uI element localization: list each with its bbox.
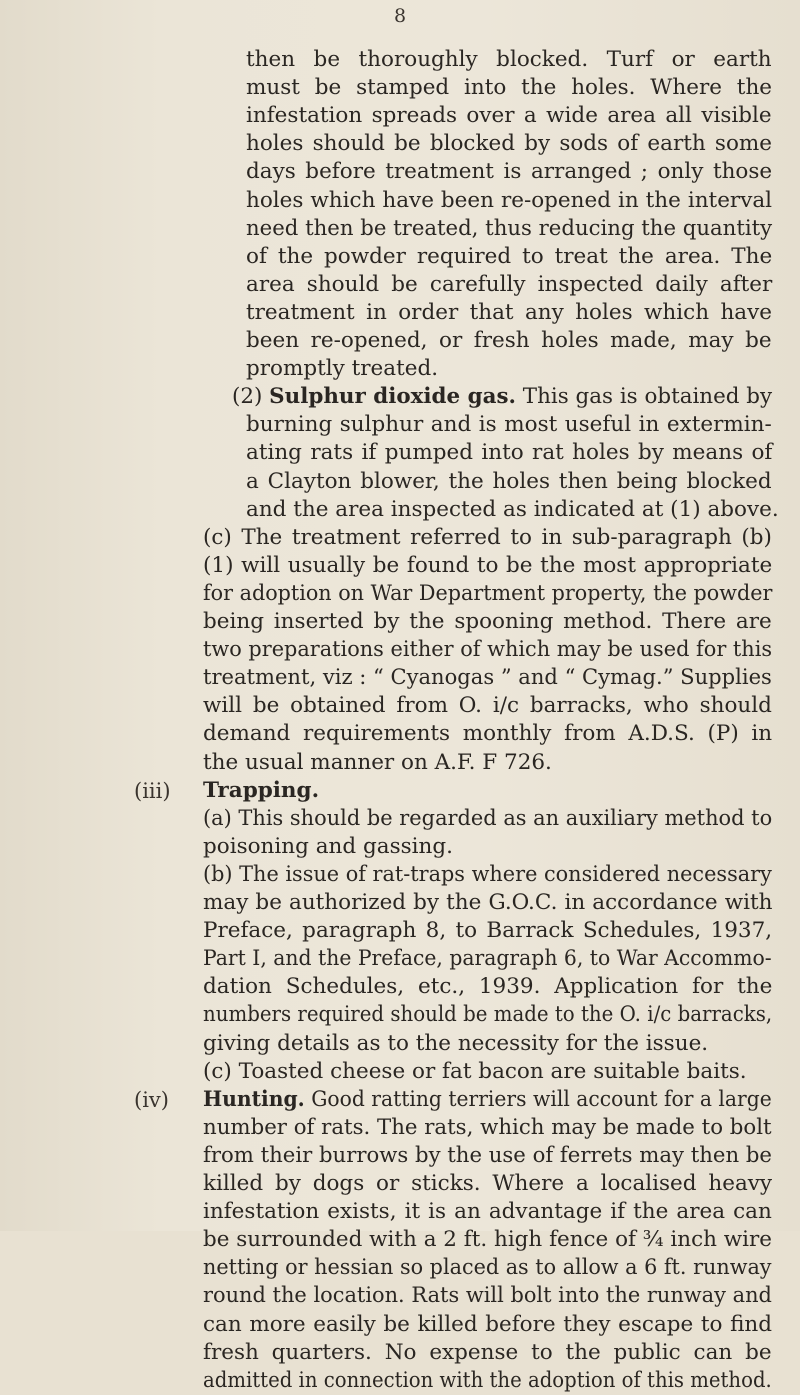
text-span: may be authorized by the G.O.C. in accordance with [203,890,773,915]
text-span: and the area inspected as indicated at (1) above. [246,496,779,522]
text-span: round the location. Rats will bolt into the runway and [203,1283,772,1309]
text-span: Good ratting terriers will account for a large [311,1086,772,1112]
para-c-line [203,749,552,777]
para2-number: (2) [232,384,263,410]
trapping-line [203,861,772,889]
para2-line [246,496,779,524]
trapping-line [203,917,772,945]
para1-line [246,215,772,243]
text-span: (c) The treatment referred to in sub-paragraph (b) [203,524,772,550]
text-span: must be stamped into the holes. Where the [246,75,773,101]
trapping-line [203,889,772,917]
text-span: Preface, paragraph 8, to Barrack Schedules, 1937, [203,918,773,944]
hunting-line [203,1254,772,1282]
trapping-line [203,805,772,833]
para1-line [246,46,772,74]
text-span: then be thoroughly blocked. Turf or earth [246,47,772,72]
text-span: infestation spreads over a wide area all visible [246,103,772,129]
hunting-line [203,1114,772,1142]
text-span: numbers required should be made to the O. i/c barracks, [203,1002,773,1028]
hunting-line [203,1198,772,1226]
trapping-line [203,945,772,973]
hunting-heading: Hunting. [203,1086,305,1112]
marker-iii: (iii) [134,778,171,803]
text-span: (c) Toasted cheese or fat bacon are suitable baits. [203,1058,747,1084]
trapping-line [203,1030,708,1058]
trapping-heading: Trapping. [203,777,320,803]
text-span: been re-opened, or fresh holes made, may be [246,328,772,353]
para2-line [246,411,772,439]
para1-line [246,271,772,299]
para1-line [246,158,772,186]
para-c-line [203,636,772,664]
para1-line [246,243,772,271]
para-c-line [203,720,772,748]
para2-line [232,383,772,411]
para1-line [246,74,772,102]
trapping-line [203,1058,747,1086]
text-span: (b) The issue of rat-traps where considered necessary [203,861,772,887]
para1-line [246,355,438,383]
hunting-line [203,1339,772,1367]
text-span: infestation exists, it is an advantage if the area can [203,1199,772,1225]
text-span: of the powder required to treat the area. The [246,243,773,269]
hunting-line [203,1142,772,1170]
hunting-line [203,1170,772,1198]
trapping-heading-line [203,777,319,805]
trapping-line [203,833,453,861]
text-span: burning sulphur and is most useful in extermin- [246,412,772,438]
text-span: will be obtained from O. i/c barracks, who should [203,693,772,719]
text-span: the usual manner on A.F. F 726. [203,749,552,775]
text-span: need then be treated, thus reducing the quantity [246,215,773,241]
text-span: ating rats if pumped into rat holes by means of [246,440,773,466]
page-number: 8 [393,5,407,27]
text-span: for adoption on War Department property, the powder [203,580,773,606]
hunting-line [203,1086,772,1114]
para1-line [246,187,772,215]
text-span: two preparations either of which may be used for this [203,637,773,663]
text-span: poisoning and gassing. [203,833,453,859]
para-c-line [203,580,772,608]
text-span: Part I, and the Preface, paragraph 6, to War Accommo- [203,946,772,972]
text-span: holes which have been re-opened in the interval [246,187,773,213]
text-span: dation Schedules, etc., 1939. Application for the [203,974,773,1000]
text-span: area should be carefully inspected daily after [246,271,773,297]
text-span: holes should be blocked by sods of earth some [246,131,773,157]
text-span: (1) will usually be found to be the most appropriate [203,552,773,578]
text-span: days before treatment is arranged ; only those [246,159,773,185]
text-span: can more easily be killed before they escape to find [203,1311,773,1337]
para1-line [246,299,772,327]
para2-line [246,439,772,467]
text-span: be surrounded with a 2 ft. high fence of ¾ inch wire [203,1227,772,1253]
text-span: fresh quarters. No expense to the public can be [203,1339,772,1365]
hunting-line [203,1282,772,1310]
text-span: (a) This should be regarded as an auxiliary method to [203,805,773,831]
text-span: This gas is obtained by [522,384,773,410]
para1-line [246,102,772,130]
para-c-line [203,692,772,720]
para-c-line [203,552,772,580]
para-c-line [203,664,772,692]
text-span: number of rats. The rats, which may be made to bolt [203,1114,772,1140]
trapping-line [203,973,772,1001]
text-span: being inserted by the spooning method. There are [203,609,772,634]
marker-iv: (iv) [134,1087,169,1112]
para2-line [246,468,772,496]
text-span: treatment, viz : “ Cyanogas ” and “ Cymag.” Supplies [203,665,772,691]
text-span: netting or hessian so placed as to allow a 6 ft. runway [203,1255,772,1281]
para1-line [246,327,772,355]
text-span: giving details as to the necessity for the issue. [203,1030,709,1056]
text-span: admitted in connection with the adoption of this method. [203,1367,772,1393]
trapping-line [203,1001,772,1029]
text-span: treatment in order that any holes which have [246,299,772,325]
hunting-line [203,1367,772,1395]
text-span: a Clayton blower, the holes then being blocked [246,468,772,494]
para-c-line [203,524,772,552]
hunting-line [203,1226,772,1254]
hunting-line [203,1311,772,1339]
para-c-line [203,608,772,636]
text-span: demand requirements monthly from A.D.S. (P) in [203,721,773,747]
text-span: promptly treated. [246,356,439,382]
para1-line [246,130,772,158]
para2-heading: Sulphur dioxide gas. [269,384,516,410]
text-span: from their burrows by the use of ferrets may then be [203,1142,772,1168]
text-span: killed by dogs or sticks. Where a localised heavy [203,1171,773,1196]
